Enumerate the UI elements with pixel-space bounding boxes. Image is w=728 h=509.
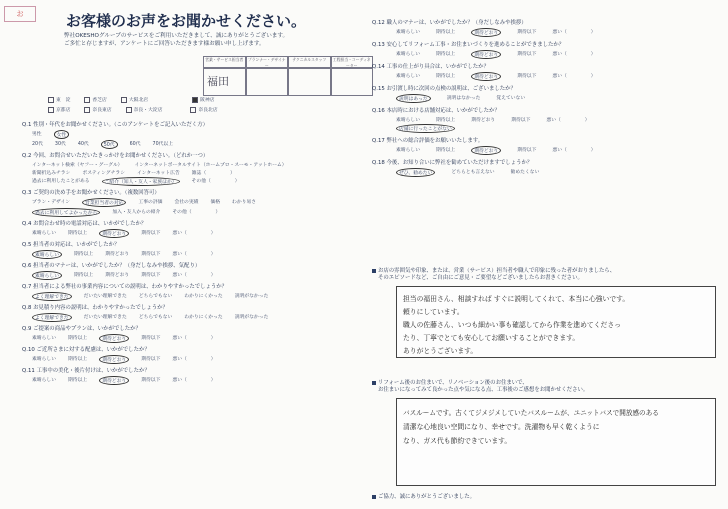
answer-row <box>22 130 367 139</box>
question-label: ご契約の決め手をお聞かせください。（複数回答可） <box>33 190 160 196</box>
comment-box-2[interactable] <box>396 398 716 486</box>
question-number: Q.3 <box>22 190 34 196</box>
answer-option[interactable]: 期待どおり <box>99 334 129 343</box>
answer-option[interactable]: 期待どおり <box>105 273 130 278</box>
answer-option[interactable]: 期待どおり <box>99 355 129 364</box>
answer-option[interactable]: 価格 <box>210 200 221 205</box>
answer-option[interactable]: 期待どおり <box>471 50 501 59</box>
answer-option[interactable]: 説明はあった <box>396 94 431 103</box>
question-block <box>22 263 367 280</box>
question-text <box>22 263 367 270</box>
question-block <box>372 42 717 59</box>
answer-option[interactable]: 素晴らしい <box>32 231 56 236</box>
answer-option[interactable]: 期待どおり <box>105 252 130 257</box>
comment-heading-1a: お店の雰囲気や印象、または、営業（サービス）担当者や職人で印象に残った者がおりましたら、 <box>372 268 717 275</box>
comment-heading-1b: そのエピソードなど、ご自由にご意見・ご要望などございましたらお書きください。 <box>378 275 583 281</box>
answer-option[interactable]: 説明はなかった <box>446 96 481 101</box>
question-block <box>372 138 717 155</box>
question-label: お引渡し時に次回の点検の説明は、ございましたか？ <box>386 86 516 92</box>
question-block <box>22 347 367 364</box>
answer-option[interactable]: 期待以上 <box>68 231 88 236</box>
answer-option[interactable]: 期待以下 <box>511 118 531 123</box>
right-questions <box>372 20 717 182</box>
answer-option[interactable]: だいたい理解できた <box>83 294 127 299</box>
staff-grid <box>203 56 373 96</box>
answer-option[interactable]: 期待以下 <box>517 148 537 153</box>
answer-option[interactable]: 期待どおり <box>471 72 501 81</box>
answer-option[interactable]: ご紹介（知人・友人・家族ほか） <box>102 177 180 186</box>
answer-option[interactable]: 期待以上 <box>74 273 94 278</box>
answer-option[interactable]: 50代 <box>101 140 118 149</box>
intro-line-1: 弊社OKESHOグループのサービスをご利用いただきまして、誠にありがとうございます。 <box>64 33 289 39</box>
question-label: お見積り内容の説明は、わかりやすかったでしょうか？ <box>33 305 168 311</box>
answer-option[interactable]: 説明がなかった <box>234 294 269 299</box>
comment-heading-2b: お住まいになってみて良かった点や気になる点、工事後のご感想をお聞かせください。 <box>378 387 589 393</box>
answer-option[interactable]: 工事の評価 <box>138 200 163 205</box>
answer-option[interactable]: 店舗に行ったことがない <box>396 124 455 133</box>
question-label: 今後、お知り合いに弊社を勧めていただけますでしょうか？ <box>386 160 533 166</box>
answer-option[interactable]: 期待以上 <box>436 118 456 123</box>
question-number: Q.5 <box>22 242 34 248</box>
answer-option[interactable]: 悪い（ ） <box>172 231 216 236</box>
answer-row <box>372 146 717 155</box>
answer-row <box>22 140 367 149</box>
answer-option[interactable]: 悪い（ ） <box>552 52 596 57</box>
answer-option[interactable]: わかり易さ <box>232 200 257 205</box>
comment-line: 職人の佐藤さん、いつも細かい事も確認してから作業を進めてくださっ <box>403 321 621 329</box>
answer-option[interactable]: その他（ ） <box>191 179 240 184</box>
answer-row <box>22 313 367 322</box>
question-text <box>372 160 717 167</box>
answer-option[interactable]: 期待以下 <box>517 30 537 35</box>
answer-row <box>22 177 367 186</box>
answer-option[interactable]: 悪い（ ） <box>172 378 216 383</box>
left-questions <box>22 122 367 389</box>
question-number: Q.11 <box>22 368 37 374</box>
question-number: Q.17 <box>372 138 387 144</box>
answer-option[interactable]: 悪い（ ） <box>552 148 596 153</box>
answer-option[interactable]: 悪い（ ） <box>172 273 216 278</box>
answer-option[interactable]: 期待どおり <box>99 229 129 238</box>
answer-option[interactable]: 期待以下 <box>141 231 161 236</box>
answer-option[interactable]: 期待以下 <box>141 336 161 341</box>
answer-option[interactable]: 素晴らしい <box>396 148 420 153</box>
question-block <box>22 122 367 149</box>
answer-option[interactable]: 期待以下 <box>141 273 161 278</box>
answer-option[interactable]: 勧めたくない <box>510 170 540 175</box>
answer-option[interactable]: よく理解できた <box>32 292 72 301</box>
comment-section-2 <box>372 380 717 394</box>
answer-option[interactable]: 悪い（ ） <box>172 357 216 362</box>
question-label: 担当者による弊社の事業内容についての説明は、わかりやすかったでしょうか？ <box>33 284 228 290</box>
staff-blank <box>288 68 331 96</box>
question-label: 安心してリフォーム工事・お住まいづくりを進めることができましたか？ <box>386 42 565 48</box>
question-number: Q.9 <box>22 326 34 332</box>
answer-option[interactable]: インターネット検索（ヤフー・グーグル） <box>32 163 123 168</box>
store-option[interactable]: 大阪北店 <box>121 96 148 103</box>
answer-option[interactable]: どちらでもない <box>138 294 173 299</box>
intro-line-2: ご多忙と存じますが、アンケートにご回答いただきます様お願い申し上げます。 <box>64 41 265 47</box>
question-block <box>22 326 367 343</box>
answer-row <box>22 229 367 238</box>
answer-option[interactable]: 素晴らしい <box>32 250 62 259</box>
answer-option[interactable]: 新聞折込みチラシ <box>32 171 71 176</box>
answer-option[interactable]: わかりにくかった <box>184 294 223 299</box>
answer-option[interactable]: 悪い（ ） <box>546 118 590 123</box>
page-title: お客様のお声をお聞かせください。 <box>66 12 307 30</box>
staff-header: 営業・サービス担当者 <box>203 56 246 68</box>
answer-row <box>22 208 367 217</box>
answer-option[interactable]: 悪い（ ） <box>172 252 216 257</box>
answer-option[interactable]: 期待以下 <box>141 357 161 362</box>
answer-row <box>372 72 717 81</box>
answer-option[interactable]: 60代 <box>129 142 141 147</box>
question-text <box>22 221 367 228</box>
answer-option[interactable]: どちらとも言えない <box>451 170 495 175</box>
question-number: Q.8 <box>22 305 34 311</box>
question-label: 担当者の対応は、いかがでしたか？ <box>33 242 120 248</box>
answer-row <box>372 116 717 123</box>
answer-row <box>372 124 717 133</box>
footer-thanks: ご協力、誠にありがとうございました。 <box>372 494 475 501</box>
question-number: Q.18 <box>372 160 387 166</box>
question-number: Q.12 <box>372 20 387 26</box>
answer-option[interactable]: 素晴らしい <box>396 118 420 123</box>
question-text <box>22 122 367 129</box>
answer-option[interactable]: 男性 <box>32 132 42 137</box>
question-block <box>22 284 367 301</box>
staff-blank <box>246 68 289 96</box>
answer-option[interactable]: ポスティングチラシ <box>82 171 125 176</box>
answer-option[interactable]: 素晴らしい <box>32 271 62 280</box>
answer-row <box>22 161 367 168</box>
answer-row <box>22 355 367 364</box>
comment-heading-2a: リフォーム後のお住まいで、リノベーション後のお住まいで、 <box>372 380 717 387</box>
question-label: 弊社への総合評価をお願いいたします。 <box>386 138 484 144</box>
answer-option[interactable]: 期待以上 <box>436 148 456 153</box>
answer-row <box>22 292 367 301</box>
question-label: ご提案の商品やプランは、いかがでしたか？ <box>33 326 141 332</box>
question-label: 工事の仕上がり具合は、いかがでしたか？ <box>386 64 489 70</box>
store-option[interactable]: 京都店 <box>48 106 70 113</box>
comment-line: 清潔な心地良い空間になり、幸せです。洗濯物も早く乾くように <box>403 423 600 431</box>
staff-header: テクニカルスタッフ <box>288 56 331 68</box>
answer-option[interactable]: 期待どおり <box>471 118 496 123</box>
answer-option[interactable]: 過去に利用したことがある <box>32 179 90 184</box>
question-number: Q.14 <box>372 64 387 70</box>
answer-option[interactable]: 期待以上 <box>68 336 88 341</box>
question-label: 今回、お問合せいただいたきっかけをお聞かせください。（どれか一つ） <box>33 153 209 159</box>
answer-option[interactable]: 雑誌（ ） <box>191 171 235 176</box>
answer-row <box>22 169 367 176</box>
question-block <box>22 305 367 322</box>
question-block <box>372 160 717 177</box>
answer-option[interactable]: 会社の実績 <box>174 200 199 205</box>
answer-option[interactable]: 説明がなかった <box>234 315 269 320</box>
answer-option[interactable]: 期待以上 <box>436 74 456 79</box>
answer-option[interactable]: インターネット広告 <box>137 171 180 176</box>
question-block <box>22 242 367 259</box>
answer-option[interactable]: 加入・友人からの紹介 <box>112 210 161 215</box>
answer-option[interactable]: プラン・デザイン <box>32 200 71 205</box>
answer-option[interactable]: 期待以上 <box>68 357 88 362</box>
answer-option[interactable]: 40代 <box>77 142 89 147</box>
answer-row <box>372 28 717 37</box>
answer-option[interactable]: 悪い（ ） <box>552 30 596 35</box>
question-block <box>22 368 367 385</box>
question-text <box>372 86 717 93</box>
answer-option[interactable]: 素晴らしい <box>32 336 56 341</box>
question-number: Q.1 <box>22 122 34 128</box>
question-text <box>22 305 367 312</box>
question-text <box>372 20 717 27</box>
question-block <box>22 153 367 186</box>
staff-blank <box>331 68 374 96</box>
question-number: Q.2 <box>22 153 34 159</box>
question-label: ご近所さまに対する配慮は、いかがでしたか？ <box>36 347 150 353</box>
question-number: Q.13 <box>372 42 387 48</box>
question-text <box>22 242 367 249</box>
answer-option[interactable]: 70代以上 <box>152 142 174 147</box>
answer-option[interactable]: 素晴らしい <box>32 378 56 383</box>
question-block <box>372 86 717 103</box>
question-block <box>22 190 367 217</box>
question-text <box>372 64 717 71</box>
question-block <box>22 221 367 238</box>
comment-line: たり、丁寧でとても安心してお願いすることができます。 <box>403 334 580 342</box>
store-option[interactable]: 阪神店 <box>192 96 214 103</box>
comment-section-1 <box>372 268 717 282</box>
answer-row <box>22 271 367 280</box>
answer-option[interactable]: 30代 <box>54 142 66 147</box>
answer-option[interactable]: 素晴らしい <box>32 357 56 362</box>
question-label: 工事中の美化・後片付けは、いかがでしたか？ <box>36 368 150 374</box>
question-number: Q.16 <box>372 108 387 114</box>
question-block <box>372 108 717 133</box>
answer-option[interactable]: 期待以上 <box>436 30 456 35</box>
question-text <box>22 368 367 375</box>
store-option[interactable]: 香芝店 <box>84 96 106 103</box>
answer-row <box>372 168 717 177</box>
answer-row <box>372 50 717 59</box>
answer-option[interactable]: 期待以下 <box>141 378 161 383</box>
answer-option[interactable]: 期待どおり <box>471 146 501 155</box>
staff-name-handwritten: 福田 <box>203 68 246 96</box>
answer-option[interactable]: わかりにくかった <box>184 315 223 320</box>
question-label: お問合わせ時の電話対応は、いかがでしたか？ <box>33 221 147 227</box>
answer-option[interactable]: インターネットポータルサイト（ホームプロ・スーモ・アットホーム） <box>134 163 287 168</box>
answer-option[interactable]: ぜひ、勧めたい <box>396 168 435 177</box>
answer-option[interactable]: 女性 <box>54 130 70 139</box>
answer-row <box>372 94 717 103</box>
store-checkboxes <box>48 96 368 113</box>
answer-option[interactable]: その他（ ） <box>172 210 221 215</box>
question-number: Q.10 <box>22 347 37 353</box>
question-text <box>22 326 367 333</box>
answer-option[interactable]: 期待どおり <box>99 376 129 385</box>
answer-option[interactable]: 期待どおり <box>471 28 501 37</box>
answer-row <box>22 198 367 207</box>
answer-row <box>22 250 367 259</box>
question-label: 性別・年代をお聞かせください。（このアンケートをご記入いただく方） <box>33 122 208 128</box>
answer-option[interactable]: 悪い（ ） <box>552 74 596 79</box>
comment-line: なり、ガス代も節約できています。 <box>403 437 512 445</box>
comment-line: ありがとうございます。 <box>403 347 478 355</box>
store-option[interactable]: 奈良北店 <box>190 106 217 113</box>
question-block <box>372 20 717 37</box>
answer-option[interactable]: 期待以下 <box>141 252 161 257</box>
staff-header: プランナー・デザイナー <box>246 56 289 68</box>
answer-option[interactable]: 素晴らしい <box>396 30 420 35</box>
question-text <box>372 42 717 49</box>
answer-option[interactable]: 期待以下 <box>517 52 537 57</box>
answer-option[interactable]: 過去に利用してよかったから <box>32 208 100 217</box>
question-label: 本店時における店舗対応は、いかがでしたか？ <box>386 108 500 114</box>
answer-option[interactable]: 期待以上 <box>74 252 94 257</box>
staff-header: 工程担当・コーディネーター <box>331 56 374 68</box>
answer-row <box>22 334 367 343</box>
answer-option[interactable]: 覚えていない <box>496 96 526 101</box>
question-block <box>372 64 717 81</box>
answer-option[interactable]: 素晴らしい <box>396 52 420 57</box>
question-number: Q.15 <box>372 86 387 92</box>
answer-option[interactable]: 期待以上 <box>436 52 456 57</box>
comment-box-1[interactable] <box>396 286 716 358</box>
answer-option[interactable]: 営業担当者の対応 <box>82 198 126 207</box>
answer-option[interactable]: 悪い（ ） <box>172 336 216 341</box>
question-text <box>22 284 367 291</box>
question-text <box>22 190 367 197</box>
question-number: Q.7 <box>22 284 34 290</box>
comment-line: バスルームです。古くてジメジメしていたバスルームが、ユニットバスで開放感のある <box>403 409 659 417</box>
answer-option[interactable]: 期待以上 <box>68 378 88 383</box>
answer-option[interactable]: 期待以下 <box>517 74 537 79</box>
store-option[interactable]: 東 淀 <box>48 96 70 103</box>
question-text <box>372 138 717 145</box>
store-option[interactable]: 奈良東店 <box>84 106 111 113</box>
question-number: Q.6 <box>22 263 34 269</box>
answer-option[interactable]: どちらでもない <box>138 315 173 320</box>
answer-option[interactable]: 素晴らしい <box>396 74 420 79</box>
store-option[interactable]: 奈良・大淀店 <box>126 106 163 113</box>
comment-line: 頼りにしています。 <box>403 308 464 316</box>
question-text <box>22 347 367 354</box>
answer-option[interactable]: よく理解できた <box>32 313 72 322</box>
question-text <box>22 153 367 160</box>
question-label: 職人のマナーは、いかがでしたか？（身だしなみや挨拶） <box>386 20 527 26</box>
logo: お <box>4 6 36 22</box>
answer-row <box>22 376 367 385</box>
answer-option[interactable]: 20代 <box>32 142 43 147</box>
answer-option[interactable]: だいたい理解できた <box>83 315 127 320</box>
question-label: 担当者のマナーは、いかがでしたか？（身だしなみや挨拶、気配り） <box>33 263 201 269</box>
question-number: Q.4 <box>22 221 34 227</box>
comment-line: 担当の福田さん、相談すれば すぐに説明してくれて、本当に心強いです。 <box>403 295 630 303</box>
question-text <box>372 108 717 115</box>
